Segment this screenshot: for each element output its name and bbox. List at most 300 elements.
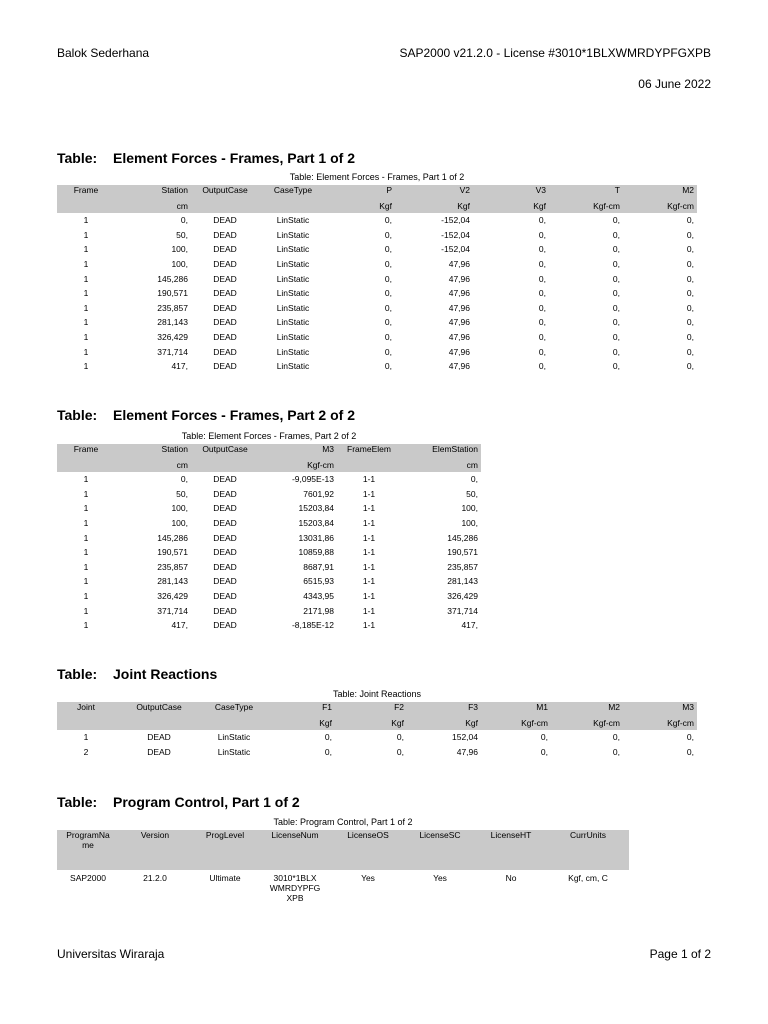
table-cell: 50,	[466, 488, 478, 499]
table-cell: 235,857	[157, 561, 188, 572]
section-label: Table:	[57, 407, 98, 423]
table-cell: 100,	[171, 518, 188, 529]
table-cell: 0,	[612, 229, 620, 240]
column-header: M3	[623, 702, 697, 716]
table-cell: LinStatic	[276, 273, 310, 284]
table-cell: 0,	[538, 229, 546, 240]
table-cell: 417,	[171, 361, 188, 372]
units-row	[57, 458, 481, 472]
table-cell: 1-1	[362, 474, 376, 485]
column-header: CaseType	[259, 185, 327, 199]
column-unit: cm	[115, 199, 191, 213]
table-row	[57, 730, 697, 745]
table-cell: 190,571	[157, 547, 188, 558]
table-cell: 0,	[538, 259, 546, 270]
table-cell: DEAD	[213, 518, 237, 529]
column-header: M2	[623, 185, 697, 199]
table-cell: 190,571	[157, 288, 188, 299]
table-cell: 0,	[384, 215, 392, 226]
table-cell: DEAD	[213, 605, 237, 616]
table-cell: -8,185E-12	[291, 620, 334, 631]
table-cell: 15203,84	[298, 503, 334, 514]
element-forces-part2-table	[57, 444, 481, 633]
table-cell: 0,	[538, 317, 546, 328]
table-cell: 0,	[538, 332, 546, 343]
table-cell: 1-1	[362, 503, 376, 514]
table-cell: DEAD	[213, 215, 237, 226]
column-header: Joint	[57, 702, 115, 716]
section-name: Element Forces - Frames, Part 1 of 2	[113, 150, 355, 166]
column-header: F2	[335, 702, 407, 716]
table-row	[57, 257, 697, 272]
column-header: F1	[265, 702, 335, 716]
column-unit: cm	[115, 458, 191, 472]
table-cell: 100,	[461, 518, 478, 529]
table-cell: LinStatic	[276, 302, 310, 313]
table-cell: 0,	[538, 215, 546, 226]
table-row	[57, 516, 481, 531]
table-cell: 1	[83, 503, 89, 514]
table-row	[57, 271, 697, 286]
table-cell: 0,	[612, 302, 620, 313]
table-cell: 15203,84	[298, 518, 334, 529]
table-cell: 281,143	[157, 317, 188, 328]
column-unit	[191, 199, 259, 213]
table-row	[57, 242, 697, 257]
column-unit	[191, 458, 259, 472]
table-cell: 1	[83, 302, 89, 313]
table-cell: 0,	[180, 215, 188, 226]
column-header: OutputCase	[191, 185, 259, 199]
table-cell: 0,	[324, 732, 332, 743]
table-cell: 1	[83, 259, 89, 270]
program-control-table	[57, 830, 629, 903]
section-title-2	[57, 407, 355, 423]
section-label: Table:	[57, 150, 98, 166]
table-cell: 0,	[686, 317, 694, 328]
table-cell: 4343,95	[303, 591, 334, 602]
table-cell: 10859,88	[298, 547, 334, 558]
table-cell: 0,	[384, 361, 392, 372]
table-cell: -152,04	[441, 215, 470, 226]
table-cell: DEAD	[213, 474, 237, 485]
header-row	[57, 830, 629, 870]
table-cell: 1	[83, 488, 89, 499]
table-row	[57, 574, 481, 589]
table-cell: LinStatic	[276, 332, 310, 343]
table-cell: 1-1	[362, 488, 376, 499]
table-cell: 47,96	[448, 317, 470, 328]
table-cell: 0,	[384, 273, 392, 284]
table-cell: 0,	[396, 746, 404, 757]
table-cell: 0,	[384, 244, 392, 255]
table-cell: 1	[83, 605, 89, 616]
table-cell: 0,	[538, 244, 546, 255]
table-caption-3: Table: Joint Reactions	[332, 689, 422, 699]
section-title-1	[57, 150, 355, 166]
table-cell: 0,	[686, 259, 694, 270]
table-row	[57, 344, 697, 359]
table-cell: 1	[83, 361, 89, 372]
table-cell: 7601,92	[303, 488, 334, 499]
table-cell: DEAD	[213, 302, 237, 313]
column-unit	[259, 199, 327, 213]
section-label: Table:	[57, 794, 98, 810]
table-cell: 417,	[171, 620, 188, 631]
column-unit: Kgf-cm	[549, 199, 623, 213]
table-cell: 0,	[470, 474, 478, 485]
table-cell: 1	[83, 229, 89, 240]
table-cell: 1-1	[362, 518, 376, 529]
table-cell: 3010*1BLX WMRDYPFG XPB	[269, 873, 321, 903]
table-cell: 326,429	[157, 591, 188, 602]
table-cell: 6515,93	[303, 576, 334, 587]
table-cell: SAP2000	[70, 873, 106, 883]
column-header: LicenseNum	[259, 830, 331, 870]
table-cell: LinStatic	[276, 346, 310, 357]
table-cell: 0,	[612, 215, 620, 226]
table-cell: Kgf, cm, C	[568, 873, 608, 883]
table-cell: 0,	[180, 474, 188, 485]
column-header: F3	[407, 702, 481, 716]
table-cell: 47,96	[448, 332, 470, 343]
table-cell: DEAD	[213, 503, 237, 514]
units-row	[57, 199, 697, 213]
column-header: ElemStation	[401, 444, 481, 458]
table-row	[57, 330, 697, 345]
column-header: V3	[473, 185, 549, 199]
table-cell: 0,	[686, 346, 694, 357]
table-cell: 47,96	[448, 302, 470, 313]
table-cell: 417,	[461, 620, 478, 631]
units-row	[57, 716, 697, 730]
column-header: M3	[259, 444, 337, 458]
table-caption-2: Table: Element Forces - Frames, Part 2 of 2	[181, 431, 357, 441]
table-row	[57, 472, 481, 487]
column-header: CurrUnits	[547, 830, 629, 870]
column-unit	[337, 458, 401, 472]
table-cell: DEAD	[147, 746, 171, 757]
table-cell: DEAD	[213, 561, 237, 572]
table-cell: 0,	[384, 288, 392, 299]
table-cell: -9,095E-13	[291, 474, 334, 485]
table-cell: 1	[83, 620, 89, 631]
column-header: V2	[395, 185, 473, 199]
table-cell: 0,	[612, 732, 620, 743]
column-unit: Kgf-cm	[259, 458, 337, 472]
table-cell: 0,	[538, 288, 546, 299]
table-cell: 0,	[612, 361, 620, 372]
table-cell: 47,96	[448, 273, 470, 284]
table-cell: 0,	[384, 346, 392, 357]
table-cell: 1	[83, 532, 89, 543]
table-cell: 47,96	[456, 746, 478, 757]
table-cell: 1	[83, 732, 89, 743]
table-cell: DEAD	[213, 332, 237, 343]
table-cell: 0,	[384, 317, 392, 328]
table-cell: 100,	[171, 503, 188, 514]
table-row	[57, 603, 481, 618]
table-cell: DEAD	[213, 547, 237, 558]
table-cell: DEAD	[213, 488, 237, 499]
table-cell: 47,96	[448, 288, 470, 299]
table-cell: DEAD	[213, 244, 237, 255]
table-cell: LinStatic	[276, 361, 310, 372]
column-header: Station	[115, 185, 191, 199]
table-cell: 0,	[384, 302, 392, 313]
column-unit: Kgf	[473, 199, 549, 213]
table-row	[57, 228, 697, 243]
column-header: M2	[551, 702, 623, 716]
table-cell: 0,	[538, 273, 546, 284]
table-cell: 190,571	[447, 547, 478, 558]
table-cell: 1	[83, 215, 89, 226]
table-cell: DEAD	[213, 229, 237, 240]
table-cell: 47,96	[448, 259, 470, 270]
header-row	[57, 702, 697, 716]
footer-page-number: Page 1 of 2	[649, 947, 711, 961]
table-cell: 371,714	[157, 605, 188, 616]
table-cell: 1-1	[362, 532, 376, 543]
table-cell: 0,	[540, 746, 548, 757]
column-header: CaseType	[203, 702, 265, 716]
table-cell: Yes	[433, 873, 447, 883]
column-unit: Kgf-cm	[551, 716, 623, 730]
column-header: OutputCase	[115, 702, 203, 716]
table-cell: 0,	[686, 361, 694, 372]
header-date: 06 June 2022	[638, 77, 711, 91]
table-row	[57, 545, 481, 560]
table-cell: 235,857	[447, 561, 478, 572]
header-right-text: SAP2000 v21.2.0 - License #3010*1BLXWMRDYPFGXPB	[399, 46, 711, 60]
footer-left-text: Universitas Wiraraja	[57, 947, 165, 961]
column-unit: Kgf	[327, 199, 395, 213]
table-cell: DEAD	[213, 591, 237, 602]
table-cell: 326,429	[447, 591, 478, 602]
table-cell: 1	[83, 576, 89, 587]
table-cell: 0,	[384, 332, 392, 343]
table-cell: 0,	[686, 332, 694, 343]
column-header: LicenseSC	[405, 830, 475, 870]
table-cell: 145,286	[157, 273, 188, 284]
table-cell: LinStatic	[276, 244, 310, 255]
joint-reactions-table	[57, 702, 697, 759]
table-row	[57, 501, 481, 516]
column-unit: Kgf-cm	[623, 716, 697, 730]
table-row	[57, 530, 481, 545]
table-cell: 0,	[612, 288, 620, 299]
table-cell: -152,04	[441, 244, 470, 255]
table-cell: 0,	[686, 229, 694, 240]
table-row	[57, 745, 697, 760]
section-name: Joint Reactions	[113, 666, 218, 682]
table-cell: LinStatic	[217, 732, 251, 743]
table-cell: 1	[83, 474, 89, 485]
column-unit: Kgf	[407, 716, 481, 730]
table-cell: 1	[83, 346, 89, 357]
table-cell: 1	[83, 273, 89, 284]
table-cell: 235,857	[157, 302, 188, 313]
table-cell: 145,286	[157, 532, 188, 543]
column-unit	[203, 716, 265, 730]
table-cell: DEAD	[213, 259, 237, 270]
column-header: Frame	[57, 185, 115, 199]
column-header: M1	[481, 702, 551, 716]
table-cell: DEAD	[213, 273, 237, 284]
table-cell: 1-1	[362, 561, 376, 572]
column-header: P	[327, 185, 395, 199]
column-header: ProgramNa me	[57, 830, 119, 870]
column-header: LicenseOS	[331, 830, 405, 870]
table-cell: No	[505, 873, 517, 883]
table-cell: 1	[83, 591, 89, 602]
table-cell: 21.2.0	[143, 873, 167, 883]
table-cell: 281,143	[447, 576, 478, 587]
column-unit: Kgf	[335, 716, 407, 730]
table-caption-1: Table: Element Forces - Frames, Part 1 of 2	[289, 172, 465, 182]
table-cell: 281,143	[157, 576, 188, 587]
table-cell: 0,	[612, 273, 620, 284]
header-left-text: Balok Sederhana	[57, 46, 150, 60]
table-cell: 0,	[538, 302, 546, 313]
table-cell: DEAD	[213, 532, 237, 543]
section-label: Table:	[57, 666, 98, 682]
table-cell: 0,	[612, 259, 620, 270]
table-cell: 100,	[171, 244, 188, 255]
section-title-4	[57, 794, 300, 810]
table-cell: 50,	[176, 229, 188, 240]
table-cell: 1	[83, 317, 89, 328]
table-cell: LinStatic	[276, 259, 310, 270]
section-title-3	[57, 666, 217, 682]
table-cell: 0,	[686, 746, 694, 757]
table-cell: 47,96	[448, 346, 470, 357]
column-unit	[57, 716, 115, 730]
table-cell: 1	[83, 547, 89, 558]
table-cell: DEAD	[213, 576, 237, 587]
header-row	[57, 185, 697, 199]
table-cell: 0,	[686, 244, 694, 255]
column-header: Frame	[57, 444, 115, 458]
table-cell: LinStatic	[217, 746, 251, 757]
column-header: LicenseHT	[475, 830, 547, 870]
table-cell: 0,	[396, 732, 404, 743]
column-unit: Kgf-cm	[481, 716, 551, 730]
table-cell: LinStatic	[276, 229, 310, 240]
table-cell: 0,	[686, 302, 694, 313]
table-cell: 0,	[612, 332, 620, 343]
table-cell: Yes	[361, 873, 375, 883]
column-unit	[57, 199, 115, 213]
table-cell: 0,	[540, 732, 548, 743]
table-row	[57, 560, 481, 575]
table-cell: LinStatic	[276, 288, 310, 299]
column-header: ProgLevel	[191, 830, 259, 870]
table-cell: 0,	[384, 229, 392, 240]
column-header: OutputCase	[191, 444, 259, 458]
column-unit: Kgf	[265, 716, 335, 730]
table-cell: 145,286	[447, 532, 478, 543]
table-cell: 100,	[171, 259, 188, 270]
table-row	[57, 315, 697, 330]
table-cell: 0,	[612, 346, 620, 357]
column-header: Version	[119, 830, 191, 870]
header-row	[57, 444, 481, 458]
table-cell: 0,	[324, 746, 332, 757]
table-cell: LinStatic	[276, 215, 310, 226]
table-row	[57, 870, 629, 903]
table-cell: 0,	[384, 259, 392, 270]
table-cell: 13031,86	[298, 532, 334, 543]
table-cell: 1	[83, 332, 89, 343]
table-cell: 1-1	[362, 547, 376, 558]
table-cell: -152,04	[441, 229, 470, 240]
table-row	[57, 487, 481, 502]
table-cell: 0,	[686, 732, 694, 743]
table-cell: 0,	[686, 273, 694, 284]
table-row	[57, 359, 697, 374]
table-caption-4: Table: Program Control, Part 1 of 2	[273, 817, 413, 827]
table-cell: 1	[83, 288, 89, 299]
table-cell: LinStatic	[276, 317, 310, 328]
table-cell: 1-1	[362, 591, 376, 602]
table-cell: 47,96	[448, 361, 470, 372]
table-cell: 2	[83, 746, 89, 757]
table-cell: 0,	[686, 215, 694, 226]
table-cell: 152,04	[452, 732, 478, 743]
table-cell: 371,714	[157, 346, 188, 357]
table-row	[57, 618, 481, 633]
table-row	[57, 286, 697, 301]
table-cell: 0,	[686, 288, 694, 299]
table-cell: 1-1	[362, 605, 376, 616]
column-header: FrameElem	[337, 444, 401, 458]
table-cell: Ultimate	[209, 873, 241, 883]
table-cell: 0,	[538, 361, 546, 372]
section-name: Element Forces - Frames, Part 2 of 2	[113, 407, 355, 423]
column-unit	[115, 716, 203, 730]
table-cell: 1-1	[362, 620, 376, 631]
table-cell: 50,	[176, 488, 188, 499]
table-cell: 2171,98	[303, 605, 334, 616]
table-cell: 0,	[612, 746, 620, 757]
column-header: T	[549, 185, 623, 199]
section-name: Program Control, Part 1 of 2	[113, 794, 300, 810]
column-unit: cm	[401, 458, 481, 472]
table-cell: DEAD	[213, 620, 237, 631]
table-cell: 8687,91	[303, 561, 334, 572]
table-cell: 100,	[461, 503, 478, 514]
column-header: Station	[115, 444, 191, 458]
table-cell: DEAD	[147, 732, 171, 743]
column-unit	[57, 458, 115, 472]
table-cell: DEAD	[213, 317, 237, 328]
table-cell: 0,	[538, 346, 546, 357]
table-cell: 0,	[612, 317, 620, 328]
element-forces-part1-table	[57, 185, 697, 374]
table-cell: 0,	[612, 244, 620, 255]
table-row	[57, 213, 697, 228]
table-cell: DEAD	[213, 346, 237, 357]
table-cell: 1	[83, 561, 89, 572]
table-cell: 371,714	[447, 605, 478, 616]
table-cell: 1	[83, 518, 89, 529]
table-cell: 1	[83, 244, 89, 255]
table-cell: 1-1	[362, 576, 376, 587]
table-row	[57, 589, 481, 604]
table-cell: DEAD	[213, 361, 237, 372]
column-unit: Kgf	[395, 199, 473, 213]
